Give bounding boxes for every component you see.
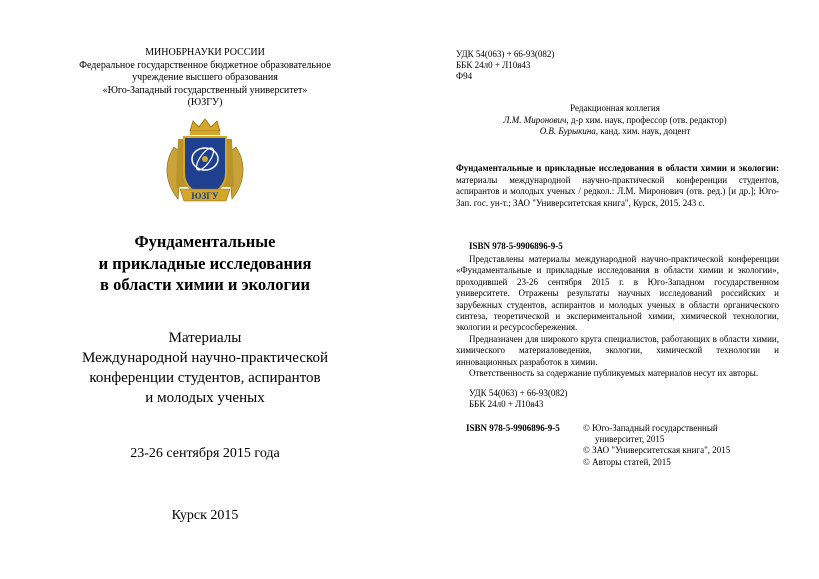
bibliographic-record	[456, 163, 779, 209]
university-abbr: (ЮЗГУ)	[187, 97, 223, 108]
copyright-line-4: © Авторы статей, 2015	[583, 456, 671, 467]
institution-line-1: Федеральное государственное бюджетное образовательное	[79, 59, 331, 71]
biblio-description: материалы международной научно-практической конференции студентов, аспирантов и молодых ученых / редкол.: Л.М. Миронович (отв. ред.) [и др.]; Юго-Зап. гос. ун-т.; ЗАО "Университетская книга", Курск, 2015. 243 с.	[456, 174, 779, 208]
copyright-line-3: © ЗАО "Университетская книга", 2015	[583, 445, 731, 456]
board-title: Редакционная коллегия	[570, 103, 660, 113]
annotation-paragraph-1: Представлены материалы международной научно-практической конференции «Фундаментальные и прикладные исследования в области химии и экологии», проходившей 23-26 сентября 2015 г. в Юго-Западном государственном университете. Отражены результаты научных исследований российских и зарубежных студентов, аспирантов и молодых ученых в области органического синтеза, теоретической и экспериментальной химии, химической технологии, экологии и ресурсосбережения.	[456, 254, 779, 333]
isbn-bottom: ISBN 978-5-9906896-9-5	[466, 423, 560, 433]
board-member-2: О.В. Бурыкина, канд. хим. наук, доцент	[539, 126, 691, 136]
annotation	[456, 254, 779, 379]
board-member-2-name: О.В. Бурыкина	[539, 126, 596, 136]
bbk-code: ББК 24л0 + Л10я43	[456, 60, 531, 70]
board-member-1-name: Л.М. Миронович	[503, 114, 567, 125]
svg-text:ЮЗГУ: ЮЗГУ	[191, 191, 219, 201]
university-emblem	[160, 117, 250, 209]
annotation-paragraph-2: Предназначен для широкого круга специалистов, работающих в области химии, химического материаловедения, экологии, химической технологии и инновационных разработок в химии.	[456, 333, 779, 367]
university-name: «Юго-Западный государственный университет»	[102, 84, 308, 96]
editorial-board	[480, 103, 750, 138]
bbk-code-bottom: ББК 24л0 + Л10я43	[469, 399, 544, 409]
conference-dates: 23-26 сентября 2015 года	[130, 446, 280, 461]
udk-block-top	[456, 49, 554, 82]
copyright-line-1: © Юго-Западный государственный	[583, 423, 718, 433]
materials-line-2: конференции студентов, аспирантов	[89, 370, 321, 386]
coat-of-arms-icon	[160, 117, 250, 209]
udk-code: УДК 54(063) + 66-93(082)	[456, 49, 555, 59]
publisher-header	[0, 47, 410, 110]
title-line-2: и прикладные исследования	[98, 253, 312, 273]
title-line-3: в области химии и экологии	[100, 275, 310, 294]
copyright-block	[583, 423, 730, 468]
conference-materials	[0, 328, 410, 408]
board-member-1: Л.М. Миронович, д-р хим. наук, профессор (отв. редактор)	[503, 114, 727, 125]
book-title	[0, 231, 410, 296]
copyright-line-2: университет, 2015	[595, 434, 665, 445]
ministry-name: МИНОБРНАУКИ РОССИИ	[145, 47, 265, 58]
materials-line-1: Международной научно-практической	[81, 350, 329, 366]
biblio-title: Фундаментальные и прикладные исследования в области химии и экологии:	[456, 163, 779, 173]
isbn: ISBN 978-5-9906896-9-5	[469, 241, 563, 251]
annotation-paragraph-3: Ответственность за содержание публикуемых материалов несут их авторы.	[469, 368, 759, 379]
author-sign: Ф94	[456, 71, 473, 81]
institution-line-2: учреждение высшего образования	[132, 72, 278, 83]
title-line-1: Фундаментальные	[134, 232, 276, 251]
materials-label: Материалы	[168, 330, 242, 346]
udk-block-bottom	[469, 388, 567, 410]
materials-line-3: и молодых ученых	[145, 390, 265, 406]
city-year: Курск 2015	[171, 508, 239, 523]
udk-code-bottom: УДК 54(063) + 66-93(082)	[469, 388, 568, 398]
